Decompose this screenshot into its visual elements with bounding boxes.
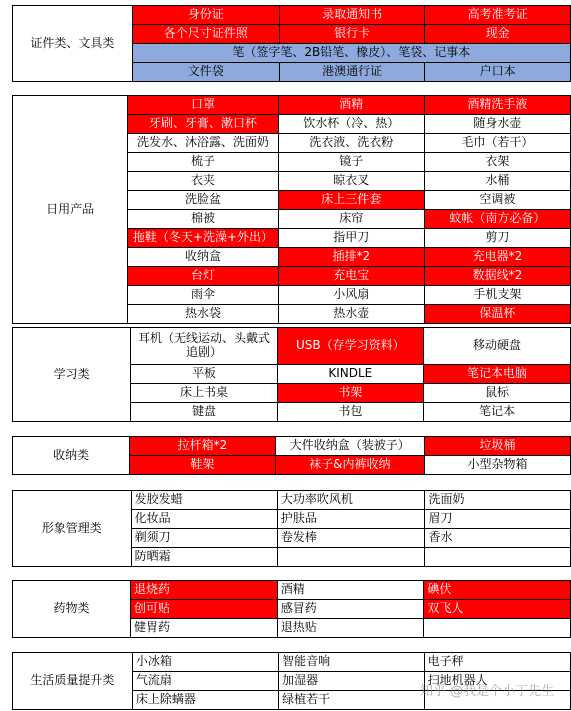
category-label: 生活质量提升类 — [13, 653, 133, 710]
item-cell: 水桶 — [424, 172, 570, 191]
item-cell: 牙刷、牙膏、漱口杯 — [128, 115, 278, 134]
item-cell: 笔（签字笔、2B铅笔、橡皮）、笔袋、记事本 — [132, 44, 570, 63]
item-cell: 梳子 — [128, 153, 278, 172]
item-cell: 鞋架 — [130, 456, 275, 475]
table-row — [13, 581, 571, 600]
item-cell: 小风扇 — [278, 286, 424, 305]
item-cell — [425, 548, 571, 567]
item-cell: 防晒霜 — [131, 548, 277, 567]
item-cell: 台灯 — [128, 267, 278, 286]
item-cell: 洗脸盆 — [128, 191, 278, 210]
item-cell: 床上三件套 — [278, 191, 424, 210]
item-cell: 大件收纳盒（装被子） — [275, 437, 424, 456]
item-cell: 高考准考证 — [425, 6, 571, 25]
item-cell: 洗发水、沐浴露、洗面奶 — [128, 134, 278, 153]
item-cell: 拉杆箱*2 — [130, 437, 275, 456]
item-cell: 数据线*2 — [424, 267, 570, 286]
item-cell: 雨伞 — [128, 286, 278, 305]
item-cell: 剪刀 — [424, 229, 570, 248]
item-cell: 晾衣叉 — [278, 172, 424, 191]
item-cell: 退热贴 — [277, 619, 424, 638]
item-cell: 酒精洗手液 — [424, 96, 570, 115]
item-cell: 随身水壶 — [424, 115, 570, 134]
item-cell: 录取通知书 — [279, 6, 425, 25]
item-cell: 气流扇 — [132, 672, 278, 691]
item-cell: 香水 — [425, 529, 571, 548]
section-table — [12, 95, 571, 324]
table-row — [13, 653, 571, 672]
item-cell: 笔记本 — [423, 403, 570, 422]
item-cell: 洗衣液、洗衣粉 — [278, 134, 424, 153]
item-cell: 鼠标 — [423, 384, 570, 403]
item-cell — [277, 548, 425, 567]
item-cell: 剃须刀 — [131, 529, 277, 548]
item-cell: 户口本 — [425, 63, 571, 82]
item-cell: 加湿器 — [279, 672, 425, 691]
watermark: 知乎 @我是个小丁先生 — [420, 684, 555, 699]
item-cell: 现金 — [425, 25, 571, 44]
category-label: 收纳类 — [13, 437, 130, 475]
item-cell: 拖鞋（冬天+洗澡+外出） — [128, 229, 278, 248]
item-cell: 手机支架 — [424, 286, 570, 305]
section-table — [12, 436, 571, 475]
item-cell — [424, 619, 571, 638]
table-row — [13, 491, 571, 510]
item-cell: 书架 — [277, 384, 423, 403]
item-cell: 衣夹 — [128, 172, 278, 191]
item-cell: 化妆品 — [131, 510, 277, 529]
table-row — [13, 6, 571, 25]
item-cell: 小型杂物箱 — [425, 456, 571, 475]
item-cell: 双飞人 — [424, 600, 571, 619]
item-cell: 充电宝 — [278, 267, 424, 286]
item-cell: 移动硬盘 — [423, 328, 570, 365]
item-cell: 文件袋 — [132, 63, 279, 82]
item-cell: 口罩 — [128, 96, 278, 115]
section-table — [12, 580, 571, 638]
category-label: 证件类、文具类 — [13, 6, 133, 82]
item-cell: 垃圾桶 — [425, 437, 571, 456]
item-cell: 发胶发蜡 — [131, 491, 277, 510]
category-label: 药物类 — [13, 581, 131, 638]
item-cell: 平板 — [131, 365, 277, 384]
item-cell: 床上书桌 — [131, 384, 277, 403]
item-cell: 卷发棒 — [277, 529, 425, 548]
item-cell: 镜子 — [278, 153, 424, 172]
item-cell: 洗面奶 — [425, 491, 571, 510]
item-cell: 大功率吹风机 — [277, 491, 425, 510]
item-cell: 空调被 — [424, 191, 570, 210]
item-cell: 碘伏 — [424, 581, 571, 600]
table-row — [13, 96, 571, 115]
category-label: 形象管理类 — [13, 491, 132, 567]
item-cell: 保温杯 — [424, 305, 570, 324]
item-cell: 热水壶 — [278, 305, 424, 324]
item-cell: 键盘 — [131, 403, 277, 422]
item-cell: 床帘 — [278, 210, 424, 229]
item-cell: 耳机（无线运动、头戴式追剧） — [131, 328, 277, 365]
section-table — [12, 490, 571, 567]
item-cell: USB（存学习资料） — [277, 328, 423, 365]
item-cell: 感冒药 — [277, 600, 424, 619]
item-cell: 眉刀 — [425, 510, 571, 529]
item-cell: 床上除螨器 — [132, 691, 278, 710]
category-label: 日用产品 — [13, 96, 128, 324]
item-cell: 各个尺寸证件照 — [132, 25, 279, 44]
item-cell: 笔记本电脑 — [423, 365, 570, 384]
table-row — [13, 328, 571, 365]
item-cell: 健胃药 — [131, 619, 278, 638]
item-cell: 毛巾（若干） — [424, 134, 570, 153]
item-cell: 港澳通行证 — [279, 63, 425, 82]
table-row — [13, 437, 571, 456]
item-cell: 收纳盒 — [128, 248, 278, 267]
item-cell: 电子秤 — [424, 653, 570, 672]
item-cell: 蚊帐（南方必备） — [424, 210, 570, 229]
section-table — [12, 327, 571, 422]
item-cell: 创可贴 — [131, 600, 278, 619]
section-table — [12, 5, 571, 82]
item-cell: 酒精 — [277, 581, 424, 600]
item-cell: KINDLE — [277, 365, 423, 384]
item-cell: 衣架 — [424, 153, 570, 172]
item-cell: 绿植若干 — [279, 691, 425, 710]
item-cell: 饮水杯（冷、热） — [278, 115, 424, 134]
item-cell: 护肤品 — [277, 510, 425, 529]
item-cell: 棉被 — [128, 210, 278, 229]
item-cell: 书包 — [277, 403, 423, 422]
item-cell: 小冰箱 — [132, 653, 278, 672]
item-cell: 酒精 — [278, 96, 424, 115]
item-cell: 银行卡 — [279, 25, 425, 44]
item-cell: 插排*2 — [278, 248, 424, 267]
item-cell: 扫地机器人 — [424, 672, 570, 691]
item-cell: 退烧药 — [131, 581, 278, 600]
item-cell: 充电器*2 — [424, 248, 570, 267]
item-cell: 指甲刀 — [278, 229, 424, 248]
item-cell: 身份证 — [132, 6, 279, 25]
category-label: 学习类 — [13, 328, 131, 422]
item-cell: 热水袋 — [128, 305, 278, 324]
item-cell: 智能音响 — [279, 653, 425, 672]
item-cell: 袜子&内裤收纳 — [275, 456, 424, 475]
